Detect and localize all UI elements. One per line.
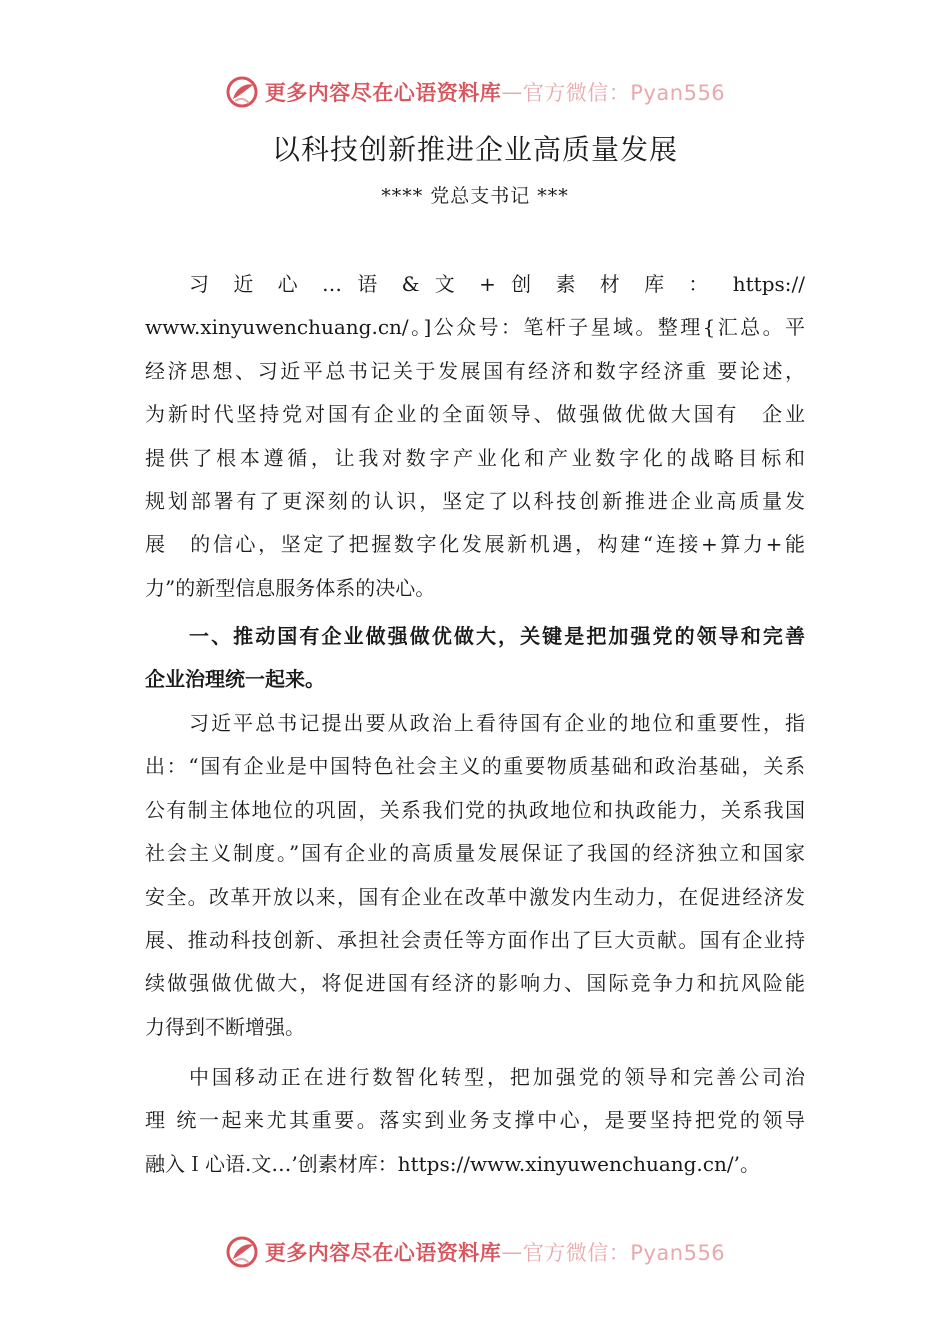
watermark-banner-top (0, 72, 950, 112)
paragraph-line: 续做强做优做大，将促进国有经济的影响力、国际竞争力和抗风险能 (145, 971, 805, 996)
document-subtitle: **** 党总支书记 *** (381, 185, 569, 207)
watermark-suffix-text: 官方微信：Pyan556 (522, 81, 726, 105)
paragraph-line: 出：“国有企业是中国特色社会主义的重要物质基础和政治基础，关系 (145, 754, 805, 779)
paragraph-line: 中国移动正在进行数智化转型，把加强党的领导和完善公司治 (189, 1065, 805, 1089)
paragraph-line: 规划部署有了更深刻的认识，坚定了以科技创新推进企业高质量发 (145, 488, 805, 513)
paragraph-line: 展 的信心，坚定了把握数字化发展新机遇，构建“连接+算力+能 (145, 532, 805, 557)
paragraph-line: 习 近 心 … 语 & 文 + 创 素 材 库 ： https:// (189, 272, 805, 296)
paragraph-line: 公有制主体地位的巩固，关系我们党的执政地位和执政能力，关系我国 (145, 797, 805, 822)
paragraph-line: 力”的新型信息服务体系的决心。 (145, 575, 436, 600)
paragraph-line: 融入Ｉ心语.文…’创素材库：https://www.xinyuwenchuang.cn/’。 (145, 1151, 760, 1176)
paragraph-line: 安全。改革开放以来，国有企业在改革中激发内生动力，在促进经济发 (145, 884, 805, 909)
paragraph-line: 习近平总书记提出要从政治上看待国有企业的地位和重要性，指 (189, 711, 805, 735)
watermark-separator: — (501, 1240, 523, 1264)
leaf-swirl-logo-icon (225, 75, 259, 109)
paragraph-3 (145, 1056, 805, 1186)
watermark-suffix-text: 官方微信：Pyan556 (522, 1241, 726, 1265)
leaf-swirl-logo-icon (225, 1235, 259, 1269)
watermark-main-text: 更多内容尽在心语资料库 (264, 81, 502, 105)
document-title: 以科技创新推进企业高质量发展 (271, 133, 678, 166)
watermark-separator: — (501, 80, 523, 104)
watermark-main-text: 更多内容尽在心语资料库 (264, 1241, 502, 1265)
paragraph-line: 经济思想、习近平总书记关于发展国有经济和数字经济重 要论述， (145, 358, 805, 383)
paragraph-line: 社会主义制度。”国有企业的高质量发展保证了我国的经济独立和国家 (145, 841, 805, 866)
paragraph-line: 力得到不断增强。 (145, 1014, 305, 1039)
paragraph-2 (145, 702, 805, 1049)
paragraph-line: 提供了根本遵循，让我对数字产业化和产业数字化的战略目标和 (145, 445, 805, 470)
paragraph-line: www.xinyuwenchuang.cn/。]公众号：笔杆子星域。整理{汇总。平 (145, 315, 805, 340)
watermark-banner-bottom (0, 1232, 950, 1272)
heading-line: 企业治理统一起来。 (145, 667, 325, 692)
section-heading-1 (145, 615, 805, 702)
paragraph-line: 展、推动科技创新、承担社会责任等方面作出了巨大贡献。国有企业持 (145, 927, 805, 952)
heading-line: 一、推动国有企业做强做优做大，关键是把加强党的领导和完善 (189, 624, 805, 648)
paragraph-line: 为新时代坚持党对国有企业的全面领导、做强做优做大国有 企业 (145, 402, 805, 427)
paragraph-1 (145, 263, 805, 610)
paragraph-line: 理 统一起来尤其重要。落实到业务支撑中心，是要坚持把党的领导 (145, 1108, 805, 1133)
